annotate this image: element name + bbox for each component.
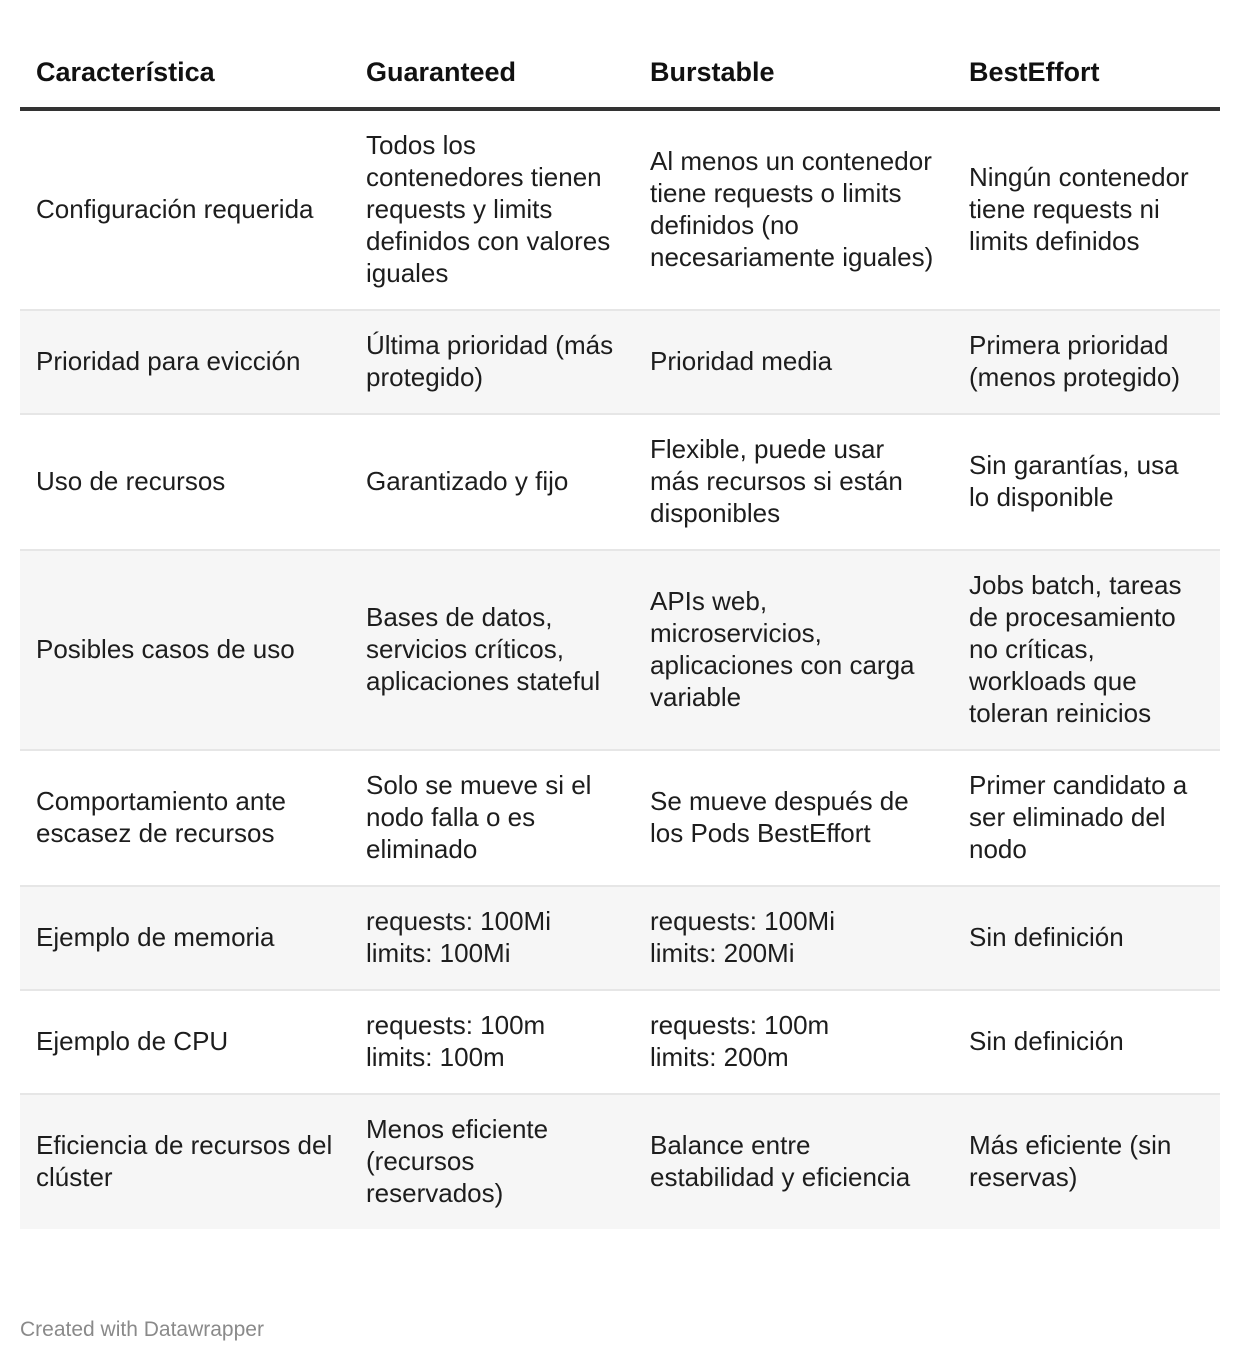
table-cell-guaranteed: Bases de datos, servicios críticos, aplicaciones stateful	[350, 550, 634, 750]
table-cell-guaranteed: Garantizado y fijo	[350, 414, 634, 550]
table-cell-characteristic: Uso de recursos	[20, 414, 350, 550]
table-cell-burstable: Al menos un contenedor tiene requests o limits definidos (no necesariamente iguales)	[634, 109, 953, 310]
table-cell-characteristic: Prioridad para evicción	[20, 310, 350, 414]
header-row	[20, 38, 1220, 109]
table-cell-characteristic: Comportamiento ante escasez de recursos	[20, 750, 350, 886]
table-cell-besteffort: Primera prioridad (menos protegido)	[953, 310, 1220, 414]
table-row	[20, 414, 1220, 550]
cell-line: limits: 200Mi	[650, 938, 795, 968]
table-cell-burstable: Se mueve después de los Pods BestEffort	[634, 750, 953, 886]
table-cell-guaranteed	[350, 886, 634, 990]
table-row	[20, 109, 1220, 310]
table-row	[20, 750, 1220, 886]
cell-line: requests: 100m	[650, 1010, 830, 1040]
cell-line: limits: 100Mi	[366, 938, 511, 968]
table-cell-characteristic: Eficiencia de recursos del clúster	[20, 1094, 350, 1229]
cell-line: requests: 100m	[366, 1010, 546, 1040]
table-cell-guaranteed	[350, 990, 634, 1094]
cell-line: limits: 200m	[650, 1042, 789, 1072]
table-row	[20, 990, 1220, 1094]
table-cell-guaranteed: Todos los contenedores tienen requests y limits definidos con valores iguales	[350, 109, 634, 310]
table-cell-besteffort: Ningún contenedor tiene requests ni limits definidos	[953, 109, 1220, 310]
comparison-table	[20, 38, 1220, 1229]
table-cell-guaranteed: Última prioridad (más protegido)	[350, 310, 634, 414]
table-header	[20, 38, 1220, 109]
table-cell-characteristic: Ejemplo de memoria	[20, 886, 350, 990]
cell-line: limits: 100m	[366, 1042, 505, 1072]
table-row	[20, 886, 1220, 990]
column-header-burstable: Burstable	[634, 38, 953, 109]
table-cell-burstable: Flexible, puede usar más recursos si están disponibles	[634, 414, 953, 550]
table-cell-characteristic: Posibles casos de uso	[20, 550, 350, 750]
table-row	[20, 550, 1220, 750]
column-header-guaranteed: Guaranteed	[350, 38, 634, 109]
table-cell-burstable	[634, 886, 953, 990]
table-cell-guaranteed: Solo se mueve si el nodo falla o es eliminado	[350, 750, 634, 886]
table-cell-besteffort: Primer candidato a ser eliminado del nodo	[953, 750, 1220, 886]
datawrapper-credit: Created with Datawrapper	[20, 1318, 264, 1341]
table-cell-guaranteed: Menos eficiente (recursos reservados)	[350, 1094, 634, 1229]
table-cell-burstable: Prioridad media	[634, 310, 953, 414]
table-row	[20, 310, 1220, 414]
table-row	[20, 1094, 1220, 1229]
table-body	[20, 109, 1220, 1229]
column-header-besteffort: BestEffort	[953, 38, 1220, 109]
table-cell-besteffort: Sin garantías, usa lo disponible	[953, 414, 1220, 550]
table-cell-characteristic: Ejemplo de CPU	[20, 990, 350, 1094]
table-cell-besteffort: Jobs batch, tareas de procesamiento no críticas, workloads que toleran reinicios	[953, 550, 1220, 750]
cell-line: requests: 100Mi	[366, 906, 551, 936]
table-cell-characteristic: Configuración requerida	[20, 109, 350, 310]
table-cell-burstable	[634, 990, 953, 1094]
table-cell-burstable: APIs web, microservicios, aplicaciones con carga variable	[634, 550, 953, 750]
table-cell-burstable: Balance entre estabilidad y eficiencia	[634, 1094, 953, 1229]
column-header-characteristic: Característica	[20, 38, 350, 109]
cell-line: requests: 100Mi	[650, 906, 835, 936]
table-cell-besteffort: Sin definición	[953, 886, 1220, 990]
table-cell-besteffort: Más eficiente (sin reservas)	[953, 1094, 1220, 1229]
table-cell-besteffort: Sin definición	[953, 990, 1220, 1094]
